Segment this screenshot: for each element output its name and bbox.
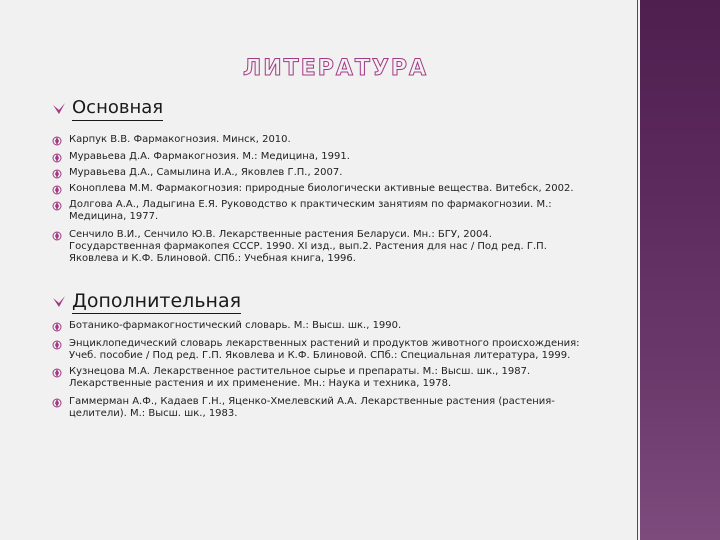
diamond-bullet-icon bbox=[52, 185, 62, 195]
diamond-bullet-icon bbox=[52, 398, 62, 408]
diamond-bullet-icon bbox=[52, 169, 62, 179]
list-item bbox=[52, 183, 612, 195]
sidebar-divider bbox=[637, 0, 638, 540]
list-item bbox=[52, 338, 612, 362]
section-heading-main bbox=[52, 97, 163, 121]
diamond-bullet-icon bbox=[52, 322, 62, 332]
reference-text: Муравьева Д.А., Самылина И.А., Яковлев Г.П., 2007. bbox=[69, 167, 343, 178]
diamond-bullet-icon bbox=[52, 136, 62, 146]
reference-text: Коноплева М.М. Фармакогнозия: природные биологически активные вещества. Витебск, 2002. bbox=[69, 183, 574, 194]
diamond-bullet-icon bbox=[52, 340, 62, 350]
checkmark-icon bbox=[52, 102, 66, 116]
reference-text: Карпук В.В. Фармакогнозия. Минск, 2010. bbox=[69, 134, 291, 145]
section-label: Основная bbox=[72, 97, 163, 121]
diamond-bullet-icon bbox=[52, 201, 62, 211]
list-item bbox=[52, 396, 612, 420]
section-heading-additional bbox=[52, 290, 241, 314]
reference-text: Кузнецова М.А. Лекарственное растительное сырье и препараты. М.: Высш. шк., 1987. Лекарственные растения и их применение. Мн.: Наука и техника, 1978. bbox=[69, 366, 531, 389]
checkmark-icon bbox=[52, 295, 66, 309]
decorative-sidebar bbox=[640, 0, 720, 540]
list-item bbox=[52, 167, 612, 179]
diamond-bullet-icon bbox=[52, 368, 62, 378]
reference-text: Ботанико-фармакогностический словарь. М.: Высш. шк., 1990. bbox=[69, 320, 402, 331]
reference-text: Муравьева Д.А. Фармакогнозия. М.: Медицина, 1991. bbox=[69, 151, 350, 162]
list-item bbox=[52, 151, 612, 163]
reference-text: Энциклопедический словарь лекарственных растений и продуктов животного происхождения: Учеб. пособие / Под ред. Г.П. Яковлева и К.Ф. Блиновой. СПб.: Специальная литература, 1999. bbox=[69, 338, 580, 361]
reference-text: Долгова А.А., Ладыгина Е.Я. Руководство к практическим занятиям по фармакогнозии. М.: Медицина, 1977. bbox=[69, 199, 552, 222]
list-item bbox=[52, 199, 612, 223]
list-item bbox=[52, 134, 612, 146]
list-item bbox=[52, 320, 612, 332]
list-item bbox=[52, 229, 612, 265]
diamond-bullet-icon bbox=[52, 153, 62, 163]
list-item bbox=[52, 366, 612, 390]
reference-text: Сенчило В.И., Сенчило Ю.В. Лекарственные растения Беларуси. Мн.: БГУ, 2004. Государственная фармакопея СССР. 1990. XI изд., вып.2. Растения для нас / Под ред. Г.П. Яковлева и К.Ф. Блиновой. СПб.: Учебная книга, 1996. bbox=[69, 229, 547, 264]
section-label: Дополнительная bbox=[72, 290, 242, 312]
page-title: ЛИТЕРАТУРА bbox=[243, 56, 428, 81]
diamond-bullet-icon bbox=[52, 231, 62, 241]
reference-text: Гаммерман А.Ф., Кадаев Г.Н., Яценко-Хмелевский А.А. Лекарственные растения (растения- целители). М.: Высш. шк., 1983. bbox=[69, 396, 555, 419]
